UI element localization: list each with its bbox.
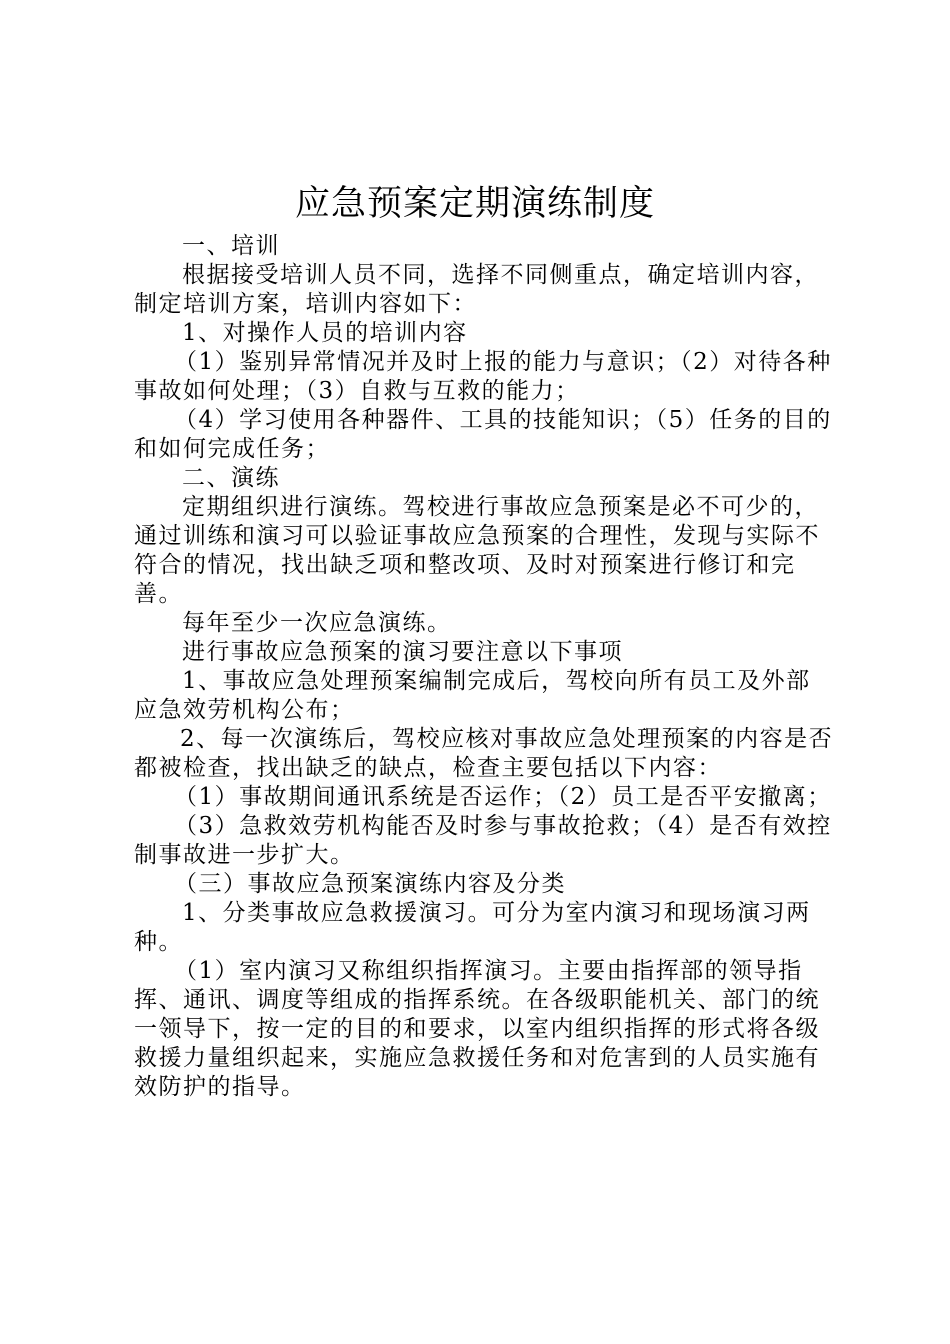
- paragraph-indoor-drill: （1）室内演习又称组织指挥演习。主要由指挥部的领导指挥、通讯、调度等组成的指挥系统。在各级职能机关、部门的统一领导下，按一定的目的和要求，以室内组织指挥的形式将各级救援力量组织起来，实施应急救援任务和对危害到的人员实施有效防护的指导。: [134, 958, 820, 1100]
- list-item-drill-note-1: 1、事故应急处理预案编制完成后，驾校向所有员工及外部应急效劳机构公布；: [134, 668, 811, 723]
- paragraph-training-intro: 根据接受培训人员不同，选择不同侧重点，确定培训内容，制定培训方案，培训内容如下：: [134, 262, 819, 317]
- list-item-check-3-4: （3）急救效劳机构能否及时参与事故抢救；（4）是否有效控制事故进一步扩大。: [134, 813, 832, 868]
- list-item-training-1-3: （1）鉴别异常情况并及时上报的能力与意识；（2）对待各种事故如何处理；（3）自救与互救的能力；: [134, 349, 832, 404]
- list-item-check-1-2: （1）事故期间通讯系统是否运作；（2）员工是否平安撤离；: [174, 784, 832, 810]
- section-heading-training: 一、培训: [182, 233, 280, 259]
- subheading-operator-training: 1、对操作人员的培训内容: [182, 320, 468, 346]
- list-item-drill-note-2: 2、每一次演练后，驾校应核对事故应急处理预案的内容是否都被检查，找出缺乏的缺点，检查主要包括以下内容：: [134, 726, 834, 781]
- paragraph-drill-frequency: 每年至少一次应急演练。: [182, 610, 452, 636]
- paragraph-drill-notes-heading: 进行事故应急预案的演习要注意以下事项: [182, 639, 623, 665]
- subheading-drill-classification: （三）事故应急预案演练内容及分类: [174, 871, 566, 897]
- paragraph-drill-intro: 定期组织进行演练。驾校进行事故应急预案是必不可少的，通过训练和演习可以验证事故应急预案的合理性，发现与实际不符合的情况，找出缺乏项和整改项、及时对预案进行修订和完善。: [134, 494, 820, 607]
- list-item-training-4-5: （4）学习使用各种器件、工具的技能知识；（5）任务的目的和如何完成任务；: [134, 407, 832, 462]
- section-heading-drill: 二、演练: [182, 465, 280, 491]
- list-item-classification-1: 1、分类事故应急救援演习。可分为室内演习和现场演习两种。: [134, 900, 811, 955]
- document-body: [134, 232, 834, 1102]
- document-title: 应急预案定期演练制度: [294, 184, 655, 224]
